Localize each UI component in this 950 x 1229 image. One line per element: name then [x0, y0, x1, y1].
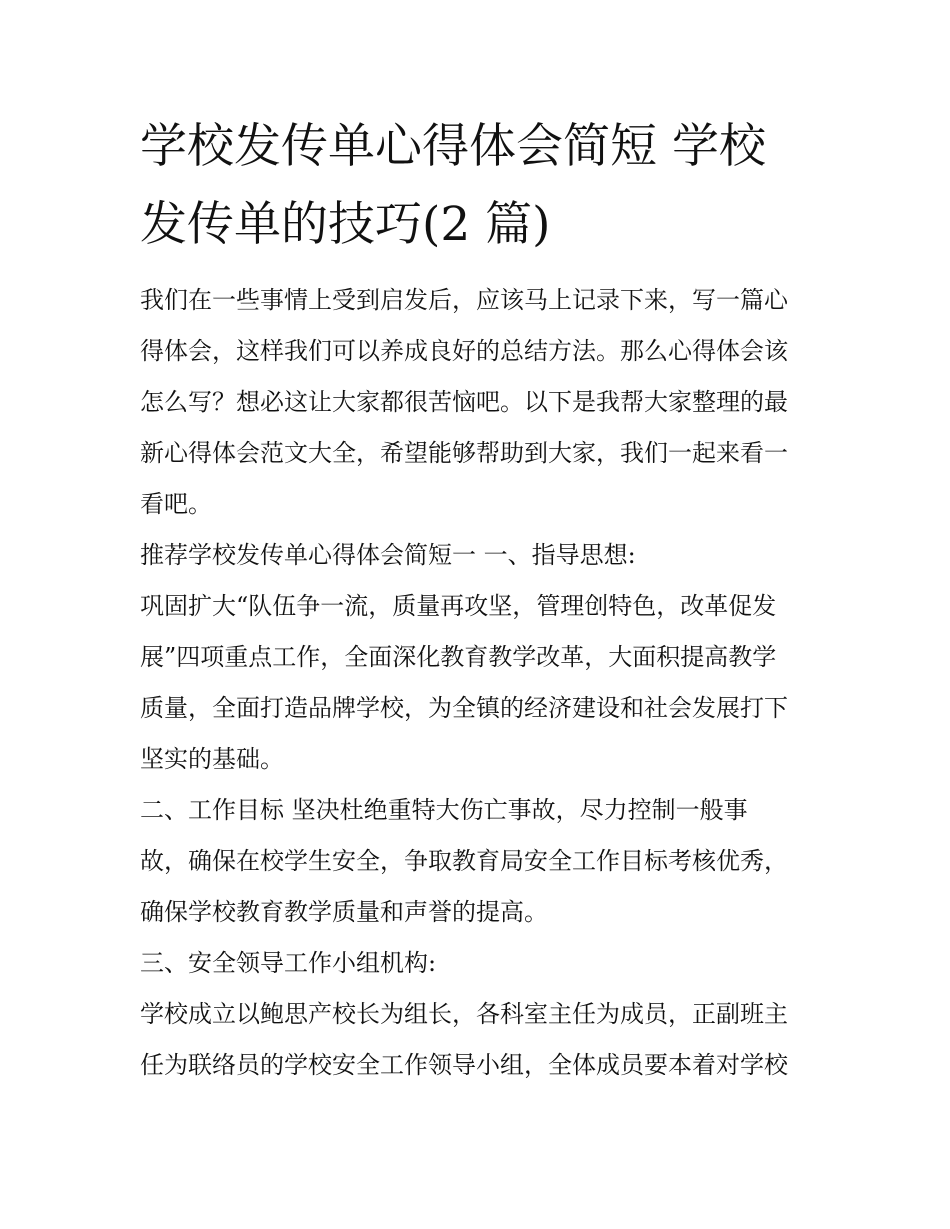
body-line: 我们在一些事情上受到启发后，应该马上记录下来，写一篇心	[140, 286, 788, 314]
body-line: 三、安全领导工作小组机构:	[140, 949, 437, 977]
body-line: 质量，全面打造品牌学校，为全镇的经济建设和社会发展打下	[140, 694, 788, 722]
body-line: 学校成立以鲍思产校长为组长，各科室主任为成员，正副班主	[140, 1000, 788, 1028]
body-line: 故，确保在校学生安全，争取教育局安全工作目标考核优秀，	[140, 847, 788, 875]
body-line: 确保学校教育教学质量和声誉的提高。	[140, 898, 548, 926]
body-line: 新心得体会范文大全，希望能够帮助到大家，我们一起来看一	[140, 439, 788, 467]
title-line-2: 发传单的技巧(2 篇)	[140, 197, 551, 252]
body-line: 推荐学校发传单心得体会简短一 一、指导思想:	[140, 541, 636, 569]
body-line: 得体会，这样我们可以养成良好的总结方法。那么心得体会该	[140, 337, 788, 365]
body-line: 二、工作目标 坚决杜绝重特大伤亡事故，尽力控制一般事	[140, 796, 748, 824]
body-line: 怎么写？想必这让大家都很苦恼吧。以下是我帮大家整理的最	[140, 388, 788, 416]
document-title	[140, 108, 820, 264]
body-line: 任为联络员的学校安全工作领导小组，全体成员要本着对学校	[140, 1051, 788, 1079]
body-line: 看吧。	[140, 490, 212, 518]
body-line: 巩固扩大“队伍争一流，质量再攻坚，管理创特色，改革促发	[140, 592, 777, 620]
body-line: 坚实的基础。	[140, 745, 284, 773]
title-line-1: 学校发传单心得体会简短 学校	[140, 119, 766, 174]
body-line: 展”四项重点工作，全面深化教育教学改革，大面积提高教学	[140, 643, 777, 671]
